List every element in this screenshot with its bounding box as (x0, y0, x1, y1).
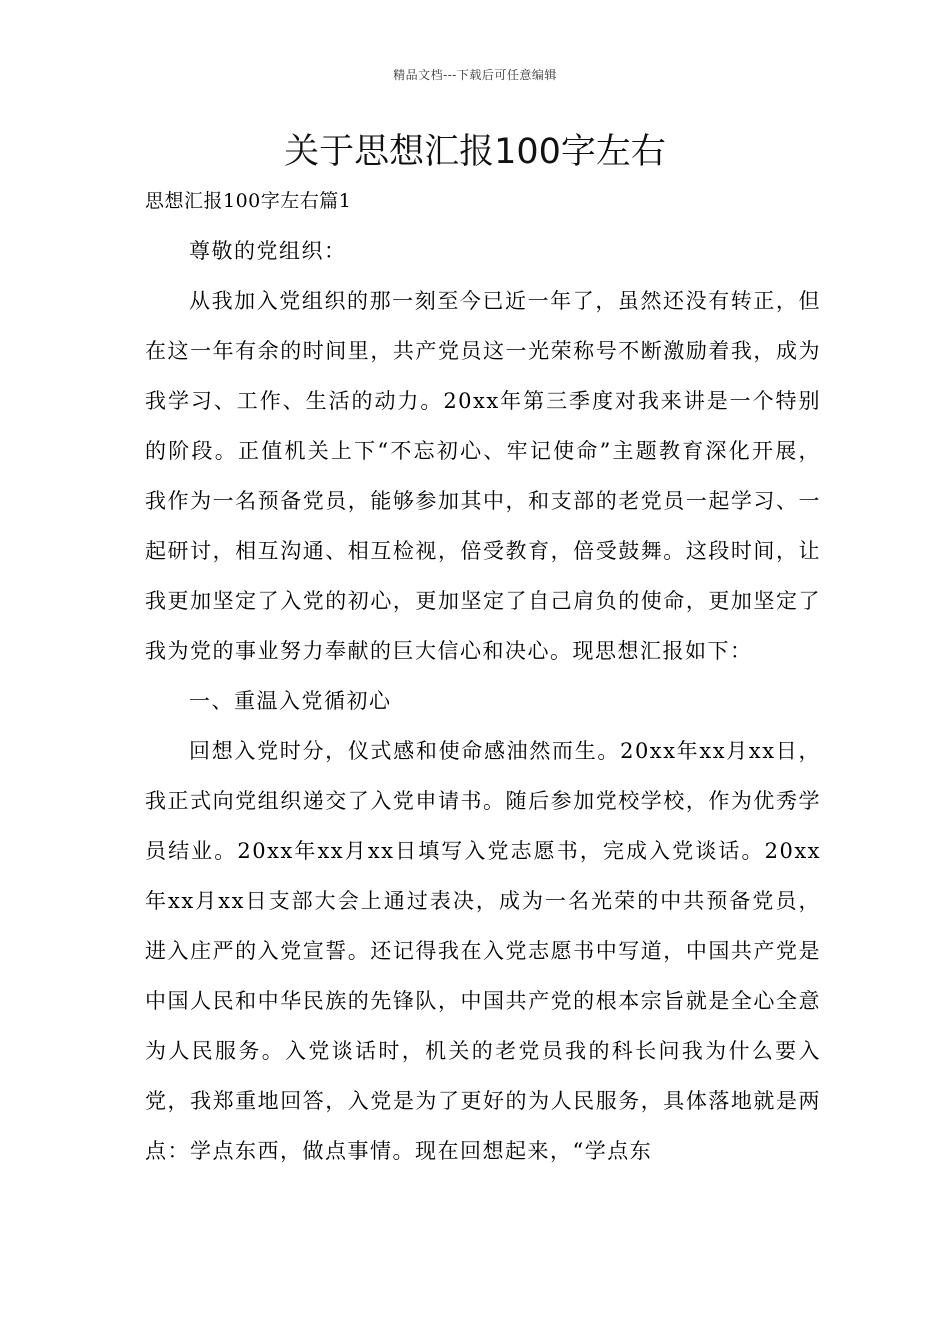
paragraph-recall: 回想入党时分，仪式感和使命感油然而生。20xx年xx月xx日，我正式向党组织递交了入党申请书。随后参加党校学校，作为优秀学员结业。20xx年xx月xx日填写入党志愿书，完成入党谈话。20xx年xx月xx日支部大会上通过表决，成为一名光荣的中共预备党员，进入庄严的入党宣誓。还记得我在入党志愿书中写道，中国共产党是中国人民和中华民族的先锋队，中国共产党的根本宗旨就是全心全意为人民服务。入党谈话时，机关的老党员我的科长问我为什么要入党，我郑重地回答，入党是为了更好的为人民服务，具体落地就是两点：学点东西，做点事情。现在回想起来，“学点东 (145, 739, 821, 1163)
header-watermark: 精品文档---下载后可任意编辑 (393, 68, 557, 82)
salutation: 尊敬的党组织： (189, 239, 347, 263)
document-subtitle: 思想汇报100字左右篇1 (145, 190, 352, 212)
section-heading: 一、重温入党循初心 (189, 689, 392, 713)
paragraph-intro: 从我加入党组织的那一刻至今已近一年了，虽然还没有转正，但在这一年有余的时间里，共产党员这一光荣称号不断激励着我，成为我学习、工作、生活的动力。20xx年第三季度对我来讲是一个特别的阶段。正值机关上下“不忘初心、牢记使命”主题教育深化开展，我作为一名预备党员，能够参加其中，和支部的老党员一起学习、一起研讨，相互沟通、相互检视，倍受教育，倍受鼓舞。这段时间，让我更加坚定了入党的初心，更加坚定了自己肩负的使命，更加坚定了我为党的事业努力奉献的巨大信心和决心。现思想汇报如下： (145, 289, 821, 663)
document-body (145, 176, 821, 1176)
document-title: 关于思想汇报100字左右 (284, 132, 666, 172)
